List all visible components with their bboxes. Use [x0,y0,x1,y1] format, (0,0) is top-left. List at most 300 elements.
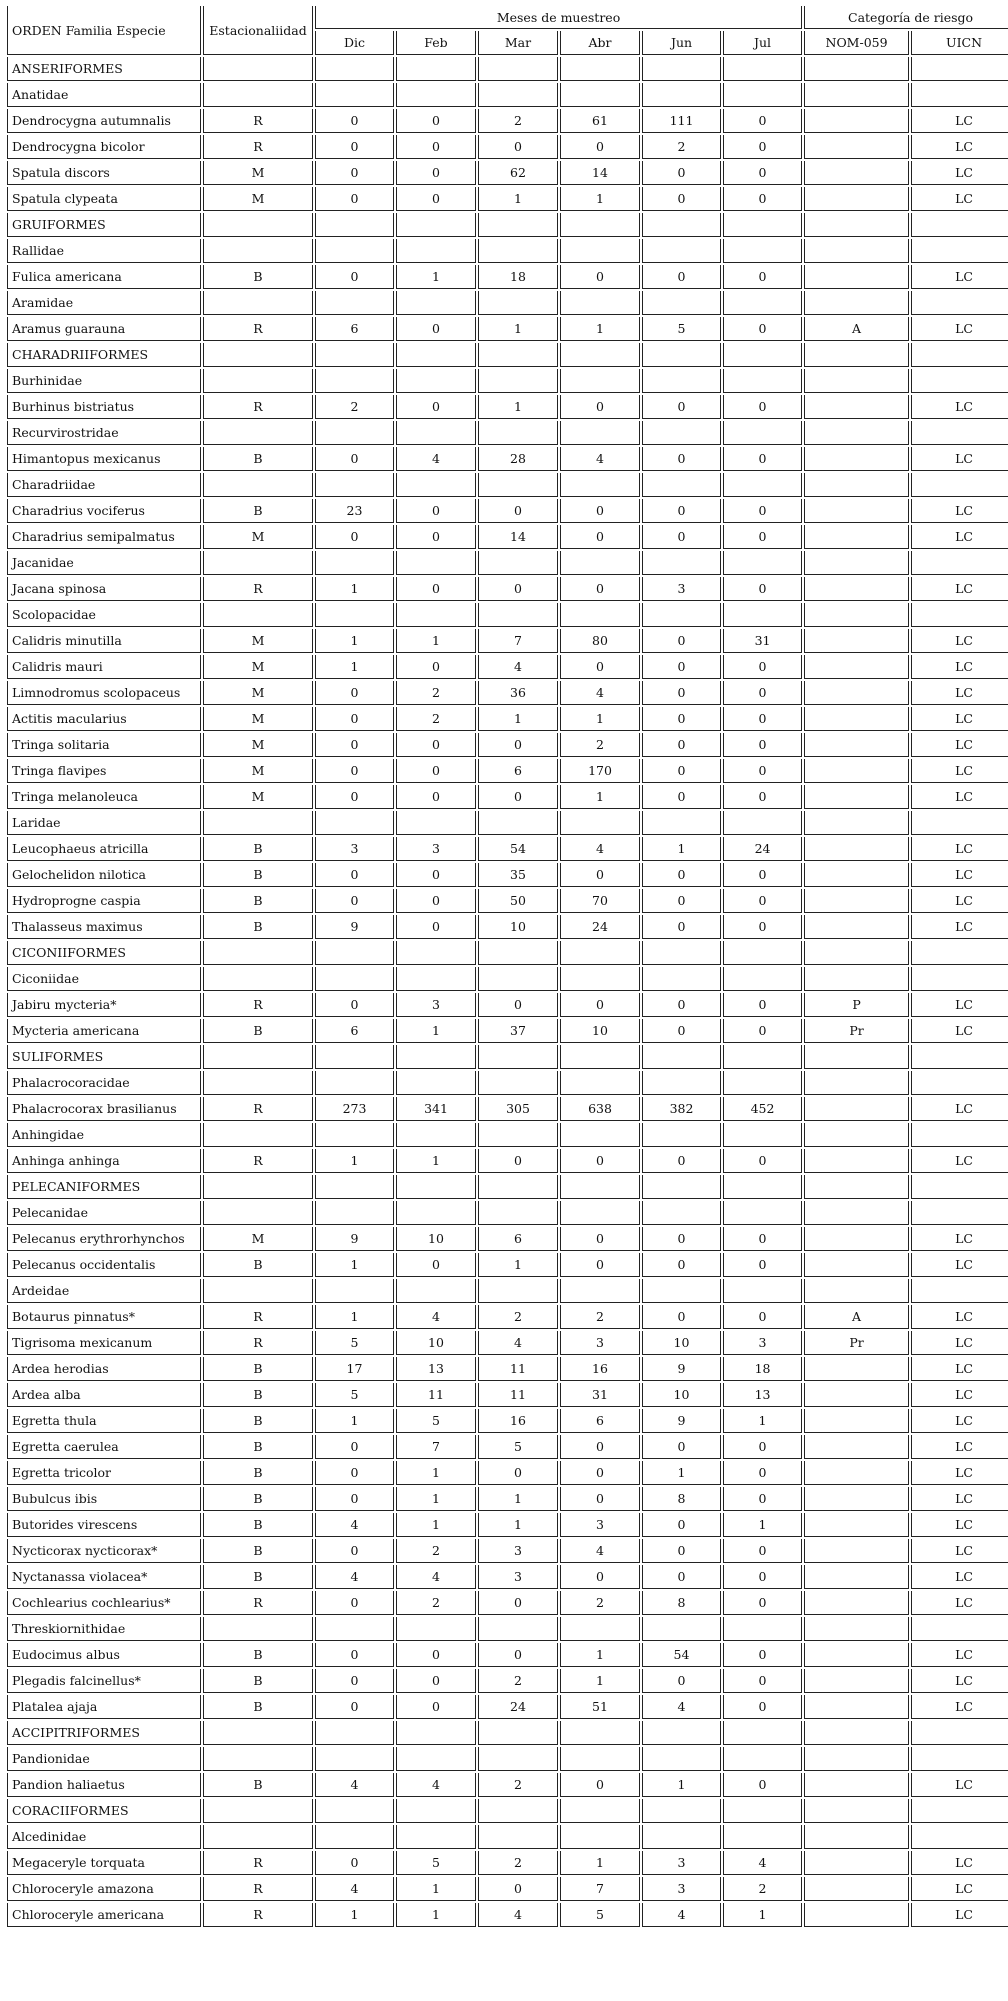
month-count-cell: 0 [723,109,802,133]
empty-cell [804,83,909,107]
month-count-cell: 0 [560,655,640,679]
empty-cell [723,1617,802,1641]
empty-cell [315,1123,394,1147]
species-row [7,1591,1008,1615]
species-row [7,785,1008,809]
empty-cell [478,1799,558,1823]
month-count-cell: 0 [642,1253,721,1277]
species-name: Bubulcus ibis [7,1487,201,1511]
empty-cell [911,603,1008,627]
month-count-cell: 13 [723,1383,802,1407]
empty-cell [642,239,721,263]
taxon-group-row [7,473,1008,497]
empty-cell [315,291,394,315]
nom059-cell [804,655,909,679]
empty-cell [723,967,802,991]
empty-cell [723,83,802,107]
month-count-cell: 10 [396,1227,476,1251]
uicn-cell: LC [911,1565,1008,1589]
month-count-cell: 0 [642,863,721,887]
empty-cell [642,967,721,991]
month-count-cell: 5 [560,1903,640,1927]
empty-cell [315,1201,394,1225]
uicn-cell: LC [911,317,1008,341]
month-count-cell: 0 [723,1305,802,1329]
month-count-cell: 54 [642,1643,721,1667]
taxon-name: Alcedinidae [7,1825,201,1849]
species-name: Leucophaeus atricilla [7,837,201,861]
empty-cell [396,1825,476,1849]
empty-cell [315,213,394,237]
empty-cell [642,1617,721,1641]
month-count-cell: 0 [642,1305,721,1329]
empty-cell [560,1799,640,1823]
month-count-cell: 0 [642,447,721,471]
species-row [7,837,1008,861]
month-count-cell: 4 [315,1565,394,1589]
month-count-cell: 62 [478,161,558,185]
species-name: Calidris minutilla [7,629,201,653]
empty-cell [396,1201,476,1225]
seasonality-cell: B [203,1487,313,1511]
empty-cell [911,57,1008,81]
nom059-cell [804,395,909,419]
species-name: Actitis macularius [7,707,201,731]
month-count-cell: 0 [723,577,802,601]
empty-cell [723,57,802,81]
month-count-cell: 51 [560,1695,640,1719]
month-count-cell: 1 [478,317,558,341]
month-count-cell: 0 [642,1539,721,1563]
month-count-cell: 0 [560,993,640,1017]
uicn-cell: LC [911,1851,1008,1875]
empty-cell [396,1799,476,1823]
empty-cell [478,369,558,393]
month-count-cell: 2 [560,733,640,757]
species-name: Charadrius semipalmatus [7,525,201,549]
month-count-cell: 0 [723,1643,802,1667]
empty-cell [203,1721,313,1745]
empty-cell [642,473,721,497]
month-count-cell: 0 [642,1149,721,1173]
month-count-cell: 4 [478,1331,558,1355]
empty-cell [315,239,394,263]
species-row [7,759,1008,783]
taxon-name: Rallidae [7,239,201,263]
nom059-cell [804,161,909,185]
species-name: Spatula clypeata [7,187,201,211]
month-count-cell: 0 [396,135,476,159]
empty-cell [478,1071,558,1095]
taxon-group-row [7,1279,1008,1303]
nom059-cell [804,733,909,757]
month-count-cell: 3 [642,1877,721,1901]
uicn-cell: LC [911,109,1008,133]
empty-cell [911,291,1008,315]
empty-cell [315,57,394,81]
month-count-cell: 1 [723,1513,802,1537]
empty-cell [804,343,909,367]
species-name: Chloroceryle americana [7,1903,201,1927]
seasonality-cell: B [203,1357,313,1381]
species-row [7,265,1008,289]
month-count-cell: 0 [396,1253,476,1277]
taxon-group-row [7,239,1008,263]
header-month: Mar [478,31,558,55]
empty-cell [203,1747,313,1771]
empty-cell [723,473,802,497]
nom059-cell [804,525,909,549]
month-count-cell: 1 [560,1669,640,1693]
month-count-cell: 0 [642,707,721,731]
month-count-cell: 1 [478,1253,558,1277]
empty-cell [315,473,394,497]
uicn-cell: LC [911,1695,1008,1719]
empty-cell [723,369,802,393]
month-count-cell: 31 [723,629,802,653]
month-count-cell: 0 [396,577,476,601]
month-count-cell: 6 [478,1227,558,1251]
empty-cell [396,941,476,965]
empty-cell [723,1279,802,1303]
month-count-cell: 1 [560,1851,640,1875]
month-count-cell: 4 [642,1903,721,1927]
empty-cell [804,291,909,315]
taxon-group-row [7,1201,1008,1225]
month-count-cell: 4 [560,447,640,471]
empty-cell [396,343,476,367]
empty-cell [203,941,313,965]
month-count-cell: 1 [315,1149,394,1173]
month-count-cell: 0 [642,1513,721,1537]
species-name: Nycticorax nycticorax* [7,1539,201,1563]
empty-cell [804,1721,909,1745]
empty-cell [804,551,909,575]
species-row [7,915,1008,939]
empty-cell [315,1799,394,1823]
month-count-cell: 17 [315,1357,394,1381]
taxon-group-row [7,1799,1008,1823]
month-count-cell: 5 [396,1409,476,1433]
nom059-cell: Pr [804,1331,909,1355]
taxon-name: Ardeidae [7,1279,201,1303]
month-count-cell: 0 [723,1253,802,1277]
empty-cell [396,811,476,835]
month-count-cell: 2 [723,1877,802,1901]
month-count-cell: 14 [560,161,640,185]
month-count-cell: 0 [478,733,558,757]
uicn-cell: LC [911,1461,1008,1485]
empty-cell [560,1279,640,1303]
month-count-cell: 0 [560,1487,640,1511]
taxon-group-row [7,1617,1008,1641]
header-nom059: NOM-059 [804,31,909,55]
empty-cell [911,421,1008,445]
month-count-cell: 0 [396,889,476,913]
month-count-cell: 0 [642,993,721,1017]
empty-cell [203,1071,313,1095]
empty-cell [478,291,558,315]
month-count-cell: 1 [396,1513,476,1537]
empty-cell [203,473,313,497]
empty-cell [315,1279,394,1303]
month-count-cell: 0 [478,499,558,523]
empty-cell [642,83,721,107]
empty-cell [396,213,476,237]
uicn-cell: LC [911,1591,1008,1615]
month-count-cell: 1 [396,1149,476,1173]
uicn-cell: LC [911,1773,1008,1797]
header-species: ORDEN Familia Especie [7,6,201,55]
empty-cell [396,57,476,81]
species-row [7,1903,1008,1927]
month-count-cell: 0 [315,1487,394,1511]
nom059-cell [804,1227,909,1251]
month-count-cell: 0 [723,499,802,523]
species-row [7,629,1008,653]
nom059-cell: P [804,993,909,1017]
empty-cell [203,1201,313,1225]
empty-cell [478,57,558,81]
month-count-cell: 6 [478,759,558,783]
empty-cell [396,1071,476,1095]
empty-cell [642,1045,721,1069]
empty-cell [478,473,558,497]
empty-cell [396,1617,476,1641]
header-month: Dic [315,31,394,55]
species-row [7,1227,1008,1251]
seasonality-cell: B [203,915,313,939]
empty-cell [804,1825,909,1849]
header-uicn: UICN [911,31,1008,55]
nom059-cell [804,1903,909,1927]
empty-cell [911,1617,1008,1641]
empty-cell [396,291,476,315]
month-count-cell: 70 [560,889,640,913]
month-count-cell: 24 [560,915,640,939]
nom059-cell [804,629,909,653]
species-row [7,1019,1008,1043]
month-count-cell: 0 [315,889,394,913]
empty-cell [723,941,802,965]
taxon-name: Pelecanidae [7,1201,201,1225]
species-row [7,1435,1008,1459]
uicn-cell: LC [911,785,1008,809]
taxon-name: Anhingidae [7,1123,201,1147]
empty-cell [911,1123,1008,1147]
month-count-cell: 0 [396,499,476,523]
empty-cell [315,603,394,627]
empty-cell [478,811,558,835]
header-month: Feb [396,31,476,55]
month-count-cell: 0 [642,265,721,289]
species-name: Pelecanus occidentalis [7,1253,201,1277]
month-count-cell: 23 [315,499,394,523]
month-count-cell: 0 [723,1669,802,1693]
seasonality-cell: M [203,629,313,653]
empty-cell [723,811,802,835]
taxon-name: Threskiornithidae [7,1617,201,1641]
month-count-cell: 0 [642,629,721,653]
empty-cell [911,1045,1008,1069]
month-count-cell: 1 [396,1903,476,1927]
month-count-cell: 0 [723,863,802,887]
month-count-cell: 1 [478,1513,558,1537]
month-count-cell: 6 [315,1019,394,1043]
month-count-cell: 13 [396,1357,476,1381]
month-count-cell: 111 [642,109,721,133]
seasonality-cell: M [203,759,313,783]
month-count-cell: 3 [642,1851,721,1875]
month-count-cell: 0 [560,265,640,289]
seasonality-cell: R [203,1877,313,1901]
uicn-cell: LC [911,525,1008,549]
month-count-cell: 273 [315,1097,394,1121]
seasonality-cell: M [203,707,313,731]
taxon-name: Laridae [7,811,201,835]
species-name: Platalea ajaja [7,1695,201,1719]
uicn-cell: LC [911,1513,1008,1537]
month-count-cell: 1 [315,1253,394,1277]
species-row [7,395,1008,419]
month-count-cell: 0 [315,1851,394,1875]
empty-cell [560,421,640,445]
month-count-cell: 0 [560,525,640,549]
month-count-cell: 16 [560,1357,640,1381]
month-count-cell: 0 [642,395,721,419]
month-count-cell: 0 [642,681,721,705]
empty-cell [642,213,721,237]
empty-cell [203,421,313,445]
uicn-cell: LC [911,447,1008,471]
empty-cell [478,83,558,107]
species-name: Fulica americana [7,265,201,289]
species-row [7,161,1008,185]
month-count-cell: 0 [315,733,394,757]
nom059-cell [804,1773,909,1797]
empty-cell [478,1045,558,1069]
species-row [7,1409,1008,1433]
month-count-cell: 0 [560,1227,640,1251]
taxon-group-row [7,1721,1008,1745]
uicn-cell: LC [911,993,1008,1017]
seasonality-cell: R [203,1149,313,1173]
nom059-cell [804,187,909,211]
empty-cell [315,421,394,445]
species-row [7,525,1008,549]
empty-cell [804,213,909,237]
month-count-cell: 0 [642,1435,721,1459]
month-count-cell: 10 [560,1019,640,1043]
empty-cell [478,239,558,263]
nom059-cell [804,1591,909,1615]
empty-cell [804,1617,909,1641]
month-count-cell: 0 [723,161,802,185]
empty-cell [911,1279,1008,1303]
month-count-cell: 0 [478,1149,558,1173]
species-name: Jabiru mycteria* [7,993,201,1017]
nom059-cell [804,863,909,887]
month-count-cell: 0 [478,993,558,1017]
empty-cell [560,239,640,263]
species-name: Plegadis falcinellus* [7,1669,201,1693]
seasonality-cell: M [203,187,313,211]
empty-cell [203,291,313,315]
month-count-cell: 2 [478,1851,558,1875]
month-count-cell: 1 [396,265,476,289]
taxon-group-row [7,1175,1008,1199]
month-count-cell: 1 [560,317,640,341]
month-count-cell: 5 [642,317,721,341]
empty-cell [642,343,721,367]
species-name: Anhinga anhinga [7,1149,201,1173]
species-name: Himantopus mexicanus [7,447,201,471]
empty-cell [396,473,476,497]
empty-cell [560,83,640,107]
species-row [7,1097,1008,1121]
seasonality-cell: M [203,525,313,549]
month-count-cell: 8 [642,1591,721,1615]
nom059-cell [804,577,909,601]
taxon-name: Recurvirostridae [7,421,201,445]
month-count-cell: 0 [396,915,476,939]
uicn-cell: LC [911,135,1008,159]
taxon-group-row [7,57,1008,81]
month-count-cell: 638 [560,1097,640,1121]
species-name: Cochlearius cochlearius* [7,1591,201,1615]
empty-cell [203,83,313,107]
month-count-cell: 0 [396,1695,476,1719]
month-count-cell: 0 [723,525,802,549]
taxon-group-row [7,1825,1008,1849]
empty-cell [804,473,909,497]
seasonality-cell: B [203,447,313,471]
taxon-group-row [7,551,1008,575]
month-count-cell: 1 [396,1487,476,1511]
taxon-group-row [7,291,1008,315]
month-count-cell: 7 [560,1877,640,1901]
seasonality-cell: B [203,1019,313,1043]
month-count-cell: 0 [315,993,394,1017]
empty-cell [723,421,802,445]
empty-cell [203,369,313,393]
month-count-cell: 0 [478,1461,558,1485]
taxon-group-row [7,603,1008,627]
uicn-cell: LC [911,629,1008,653]
empty-cell [478,1175,558,1199]
month-count-cell: 0 [723,265,802,289]
month-count-cell: 1 [396,1461,476,1485]
month-count-cell: 4 [642,1695,721,1719]
nom059-cell: Pr [804,1019,909,1043]
month-count-cell: 305 [478,1097,558,1121]
empty-cell [804,1071,909,1095]
month-count-cell: 4 [723,1851,802,1875]
empty-cell [911,941,1008,965]
seasonality-cell: B [203,889,313,913]
empty-cell [203,57,313,81]
month-count-cell: 0 [723,915,802,939]
empty-cell [396,239,476,263]
empty-cell [315,83,394,107]
month-count-cell: 1 [478,395,558,419]
month-count-cell: 0 [723,785,802,809]
empty-cell [642,57,721,81]
month-count-cell: 5 [478,1435,558,1459]
empty-cell [911,967,1008,991]
month-count-cell: 0 [642,499,721,523]
month-count-cell: 4 [560,681,640,705]
